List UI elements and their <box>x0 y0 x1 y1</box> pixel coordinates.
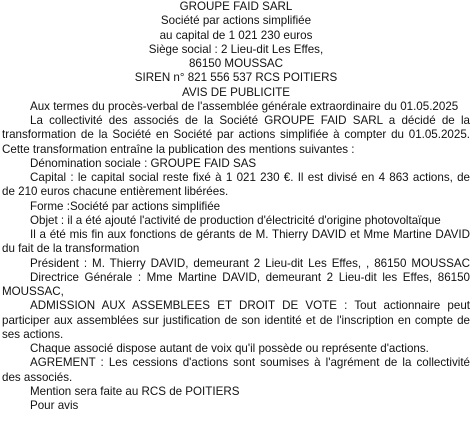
notice-line: Capital : le capital social reste fixé à 1 021 230 €. Il est divisé en 4 863 actions, de <box>30 171 470 184</box>
notice-line: Dénomination sociale : GROUPE FAID SAS <box>30 156 257 170</box>
notice-title: AVIS DE PUBLICITE <box>181 85 291 99</box>
office-city: 86150 MOUSSAC <box>188 57 284 70</box>
notice-line: MOUSSAC, <box>2 285 64 298</box>
notice-line: des associés. <box>2 370 73 384</box>
notice-line: AGREMENT : Les cessions d'actions sont soumises à l'agrément de la collectivité <box>30 356 470 370</box>
notice-line: La collectivité des associés de la Société GROUPE FAID SARL a décidé de la <box>30 114 470 127</box>
notice-line: ADMISSION AUX ASSEMBLEES ET DROIT DE VOTE : Tout actionnaire peut <box>30 299 470 313</box>
notice-line: Chaque associé dispose autant de voix qu'il possède ou représente d'actions. <box>30 342 429 355</box>
notice-line: Directrice Générale : Mme Martine DAVID, demeurant 2 Lieu-dit les Effes, 86150 <box>30 270 470 284</box>
notice-line: transformation de la Société en Société par actions simplifiée à compter du 01.05.2025. <box>2 128 470 142</box>
notice-line: Président : M. Thierry DAVID, demeurant 2 Lieu-dit Les Effes, , 86150 MOUSSAC <box>30 256 470 270</box>
notice-line: Aux termes du procès-verbal de l'assemblée générale extraordinaire du 01.05.2025 <box>30 99 459 113</box>
signature-line: Pour avis <box>30 399 79 412</box>
notice-line: de 210 euros chacune entièrement libérées. <box>2 185 229 199</box>
notice-line: Objet : il a été ajouté l'activité de production d'électricité d'origine photovoltaïque <box>30 213 441 227</box>
notice-line: Il a été mis fin aux fonctions de gérants de M. Thierry DAVID et Mme Martine DAVID <box>30 228 470 241</box>
notice-line: Mention sera faite au RCS de POITIERS <box>30 384 240 398</box>
notice-line: Forme :Société par actions simplifiée <box>30 199 221 213</box>
notice-line: Cette transformation entraîne la publication des mentions suivantes : <box>2 142 355 156</box>
siren-number: SIREN n° 821 556 537 RCS POITIERS <box>134 71 338 85</box>
notice-line: du fait de la transformation <box>2 242 140 256</box>
registered-office: Siège social : 2 Lieu-dit Les Effes, <box>148 42 324 56</box>
company-form: Société par actions simplifiée <box>160 14 312 28</box>
company-capital: au capital de 1 021 230 euros <box>159 28 313 42</box>
company-name: GROUPE FAID SARL <box>179 0 293 13</box>
notice-line: ses actions. <box>2 327 64 341</box>
notice-line: participer aux assemblées sur justification de son identité et de l'inscription en compte de <box>2 313 470 327</box>
